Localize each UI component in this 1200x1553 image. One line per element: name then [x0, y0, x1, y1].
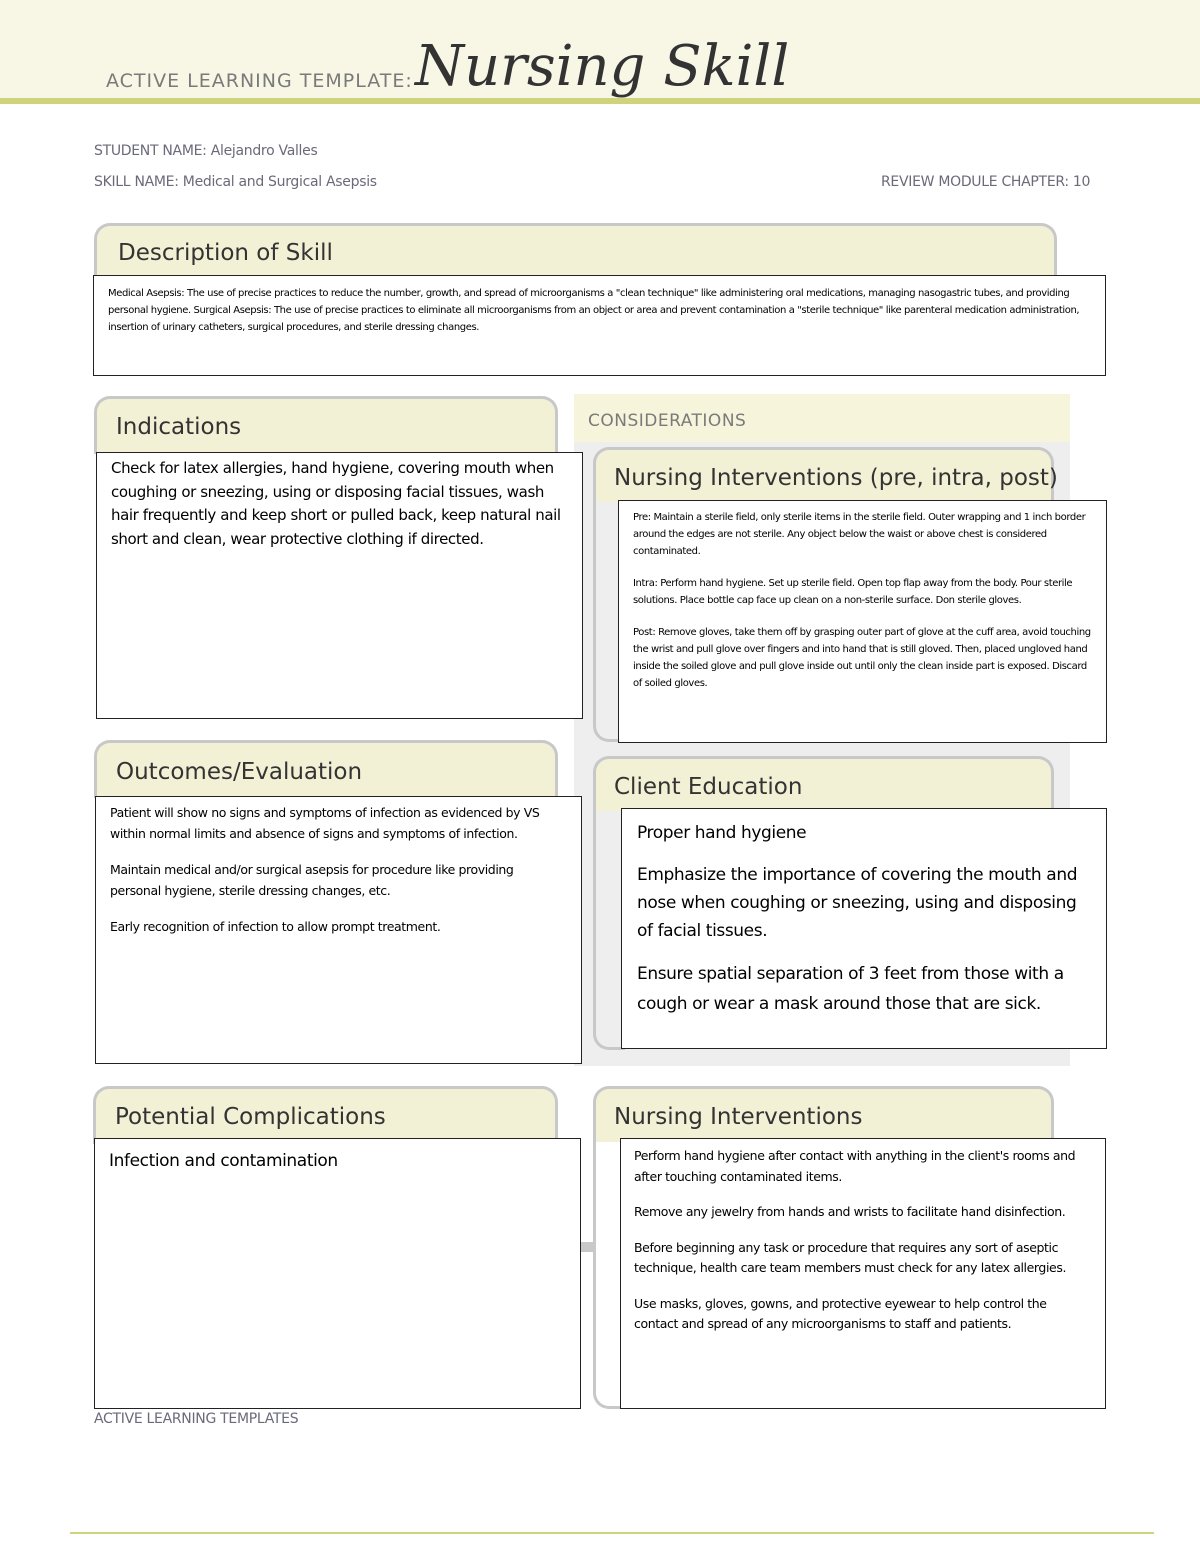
intervention-1: Perform hand hygiene after contact with anything in the client's rooms and after touching contaminated items. [634, 1148, 1076, 1184]
nursing-interventions-pip-title: Nursing Interventions (pre, intra, post) [614, 465, 1058, 491]
nursing-interventions-pip-box [618, 500, 1107, 743]
education-3: Ensure spatial separation of 3 feet from those with a cough or wear a mask around those that are sick. [637, 964, 1064, 1014]
page-title: Nursing Skill [415, 34, 790, 99]
outcome-1: Patient will show no signs and symptoms of infection as evidenced by VS within normal limits and absence of signs and symptoms of infection. [110, 805, 540, 841]
intervention-2: Remove any jewelry from hands and wrists to facilitate hand disinfection. [634, 1204, 1066, 1219]
intervention-pre: Pre: Maintain a sterile field, only sterile items in the sterile field. Outer wrapping and 1 inch border around the edges are not sterile. Any object below the waist or above chest is considered contaminated. [633, 512, 1086, 557]
indications-text: Check for latex allergies, hand hygiene, covering mouth when coughing or sneezing, using or disposing facial tissues, wash hair frequently and keep short or pulled back, keep natural nail short and clean, wear protective clothing if directed. [111, 459, 561, 548]
description-title: Description of Skill [118, 240, 333, 266]
student-name: STUDENT NAME: Alejandro Valles [94, 143, 318, 159]
complications-box [94, 1138, 581, 1409]
considerations-label: CONSIDERATIONS [588, 411, 747, 431]
education-2: Emphasize the importance of covering the mouth and nose when coughing or sneezing, using and disposing of facial tissues. [637, 865, 1078, 941]
indications-title: Indications [116, 414, 242, 440]
intervention-3: Before beginning any task or procedure that requires any sort of aseptic technique, health care team members must check for any latex allergies. [634, 1239, 1067, 1275]
indications-box [96, 452, 583, 719]
education-1: Proper hand hygiene [637, 823, 807, 843]
nursing-interventions-frame [593, 1138, 623, 1409]
intervention-post: Post: Remove gloves, take them off by grasping outer part of glove at the cuff area, avoid touching the wrist and pull glove over fingers and into hand that is still gloved. Then, placed ungloved hand inside the soiled glove and pull glove inside out until only the clean inside part is exposed. Discard of soiled gloves. [633, 627, 1091, 689]
review-module-chapter: REVIEW MODULE CHAPTER: 10 [881, 174, 1091, 190]
outcomes-box [95, 796, 582, 1064]
nursing-interventions-box [620, 1138, 1106, 1409]
intervention-intra: Intra: Perform hand hygiene. Set up sterile field. Open top flap away from the body. Pour sterile solutions. Place bottle cap face up clean on a non-sterile surface. Don sterile gloves. [633, 578, 1073, 606]
outcome-3: Early recognition of infection to allow prompt treatment. [110, 919, 441, 934]
intervention-4: Use masks, gloves, gowns, and protective eyewear to help control the contact and spread of any microorganisms to staff and patients. [634, 1295, 1047, 1331]
complications-text: Infection and contamination [109, 1151, 338, 1171]
footer-label: ACTIVE LEARNING TEMPLATES [94, 1411, 299, 1427]
outcomes-title: Outcomes/Evaluation [116, 759, 363, 785]
template-label: ACTIVE LEARNING TEMPLATE: [106, 70, 413, 92]
outcome-2: Maintain medical and/or surgical asepsis for procedure like providing personal hygiene, sterile dressing changes, etc. [110, 862, 514, 898]
description-box [93, 275, 1106, 376]
client-education-box [621, 808, 1107, 1049]
complications-title: Potential Complications [115, 1104, 386, 1130]
nursing-interventions-title: Nursing Interventions [614, 1104, 863, 1130]
client-education-title: Client Education [614, 774, 803, 800]
skill-name: SKILL NAME: Medical and Surgical Asepsis [94, 174, 377, 190]
description-text: Medical Asepsis: The use of precise practices to reduce the number, growth, and spread of microorganisms a "clean technique" like administering oral medications, managing nasogastric tubes, and providing personal hygiene. Surgical Asepsis: The use of precise practices to eliminate all microorganisms from an object or area and prevent contamination a "sterile technique" like parenteral medication administration, insertion of urinary catheters, surgical procedures, and sterile dressing changes. [108, 288, 1080, 333]
footer-rule [70, 1532, 1154, 1534]
